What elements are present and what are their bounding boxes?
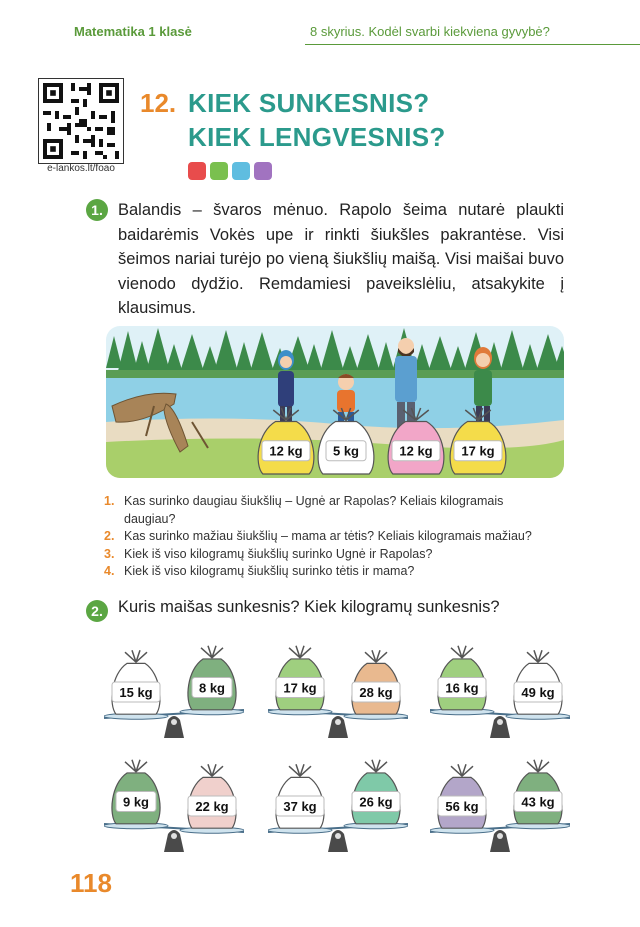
lesson-number: 12. bbox=[140, 88, 177, 118]
scale-1-left-bag-label: 15 kg bbox=[119, 684, 153, 700]
question-4-text: Kiek iš viso kilogramų šiukšlių surinko tėtis ir mama? bbox=[124, 564, 415, 578]
balance-pivot-4 bbox=[171, 833, 177, 839]
scale-4-left-bag bbox=[112, 760, 160, 824]
scale-2-left-bag-label: 17 kg bbox=[283, 680, 317, 696]
scale-1-right-bag-tie bbox=[201, 646, 223, 658]
scale-4-right-bag bbox=[188, 764, 236, 828]
scale-1-left-bag bbox=[112, 650, 160, 714]
balance-scale-2 bbox=[268, 642, 408, 747]
qr-code[interactable] bbox=[38, 78, 124, 164]
balance-scale-3 bbox=[430, 642, 570, 747]
header-divider bbox=[305, 44, 640, 45]
exercise-1-questions bbox=[104, 493, 566, 581]
scale-1-right-bag-label: 8 kg bbox=[198, 680, 226, 696]
scale-4-right-bag-tie bbox=[201, 764, 223, 776]
question-3-number: 3. bbox=[104, 546, 115, 561]
balance-pivot-2 bbox=[335, 719, 341, 725]
difficulty-marker-red bbox=[188, 162, 206, 180]
balance-scale-5 bbox=[268, 756, 408, 861]
scale-6-left-bag-label: 56 kg bbox=[445, 798, 479, 814]
question-1 bbox=[104, 493, 566, 528]
scale-3-right-bag-label: 49 kg bbox=[521, 684, 555, 700]
scene-bag-2-label: 5 kg bbox=[332, 443, 360, 459]
qr-link[interactable]: e-lankos.lt/foao bbox=[47, 163, 115, 174]
exercise-2-text: Kuris maišas sunkesnis? Kiek kilogramų sunkesnis? bbox=[118, 598, 500, 616]
question-3 bbox=[104, 546, 566, 564]
balance-scale-6 bbox=[430, 756, 570, 861]
question-2-text: Kas surinko mažiau šiukšlių – mama ar tėtis? Keliais kilogramais mažiau? bbox=[124, 529, 532, 543]
scene-bag-1-label: 12 kg bbox=[269, 443, 303, 459]
scale-5-left-bag-tie bbox=[289, 764, 311, 776]
scale-3-left-bag-label: 16 kg bbox=[445, 680, 479, 696]
balance-pivot-1 bbox=[171, 719, 177, 725]
exercise-1-badge: 1. bbox=[86, 199, 108, 221]
scale-4-left-bag-label: 9 kg bbox=[122, 794, 150, 810]
scale-2-left-bag-tie bbox=[289, 646, 311, 658]
scale-6-left-bag bbox=[438, 764, 486, 828]
scale-5-left-bag bbox=[276, 764, 324, 828]
exercise-2-badge: 2. bbox=[86, 600, 108, 622]
lesson-title-line2: KIEK LENGVESNIS? bbox=[188, 122, 446, 152]
difficulty-marker-purple bbox=[254, 162, 272, 180]
question-1-text: Kas surinko daugiau šiukšlių – Ugnė ar Rapolas? Keliais kilogramais bbox=[124, 494, 504, 508]
qr-code-icon bbox=[39, 79, 123, 163]
scene-bag-4-label: 17 kg bbox=[461, 443, 495, 459]
difficulty-marker-blue bbox=[232, 162, 250, 180]
scale-6-right-bag-label: 43 kg bbox=[521, 794, 555, 810]
scale-4-right-bag-label: 22 kg bbox=[195, 798, 229, 814]
scale-3-left-bag-tie bbox=[451, 646, 473, 658]
scale-5-right-bag-tie bbox=[365, 760, 387, 772]
scale-2-right-bag-tie bbox=[365, 650, 387, 662]
scale-2-left-bag bbox=[276, 646, 324, 710]
chapter-title: 8 skyrius. Kodėl svarbi kiekviena gyvybė? bbox=[310, 24, 550, 39]
question-4-number: 4. bbox=[104, 564, 115, 578]
scale-1-left-bag-tie bbox=[125, 650, 147, 662]
scene-bag-3-label: 12 kg bbox=[399, 443, 433, 459]
scale-5-right-bag bbox=[352, 760, 400, 824]
balance-scale-4 bbox=[104, 756, 244, 861]
balance-pivot-3 bbox=[497, 719, 503, 725]
question-1-text-cont: daugiau? bbox=[124, 511, 176, 526]
scale-3-right-bag bbox=[514, 650, 562, 714]
scale-2-right-bag-label: 28 kg bbox=[359, 684, 393, 700]
question-4 bbox=[104, 563, 566, 581]
balance-scale-1 bbox=[104, 642, 244, 747]
question-1-number: 1. bbox=[104, 494, 115, 508]
scale-5-right-bag-label: 26 kg bbox=[359, 794, 393, 810]
book-title: Matematika 1 klasė bbox=[74, 24, 192, 39]
lesson-title-line1: KIEK SUNKESNIS? bbox=[188, 88, 430, 118]
scale-6-right-bag-tie bbox=[527, 760, 549, 772]
question-2-number: 2. bbox=[104, 529, 115, 543]
scale-4-left-bag-tie bbox=[125, 760, 147, 772]
scale-2-right-bag bbox=[352, 650, 400, 714]
balance-pivot-5 bbox=[335, 833, 341, 839]
page-number: 118 bbox=[70, 868, 112, 898]
scale-3-right-bag-tie bbox=[527, 650, 549, 662]
scale-1-right-bag bbox=[188, 646, 236, 710]
scale-5-left-bag-label: 37 kg bbox=[283, 798, 317, 814]
river-illustration bbox=[106, 326, 564, 478]
scale-6-left-bag-tie bbox=[451, 764, 473, 776]
balance-pivot-6 bbox=[497, 833, 503, 839]
exercise-1-text: Balandis – švaros mėnuo. Rapolo šeima nutarė plaukti baidarėmis Vokės upe ir rinkti šiukšles pakrantėse. Visi šeimos nariai turėjo po vieną šiukšlių maišą. Visi maišai buvo vienodo dydžio. Remdamiesi paveikslėliu, atsakykite į klausimus. bbox=[118, 201, 564, 317]
question-2 bbox=[104, 528, 566, 546]
scale-6-right-bag bbox=[514, 760, 562, 824]
question-3-text: Kiek iš viso kilogramų šiukšlių surinko Ugnė ir Rapolas? bbox=[124, 546, 433, 561]
difficulty-markers bbox=[188, 162, 272, 180]
difficulty-marker-green bbox=[210, 162, 228, 180]
scale-3-left-bag bbox=[438, 646, 486, 710]
